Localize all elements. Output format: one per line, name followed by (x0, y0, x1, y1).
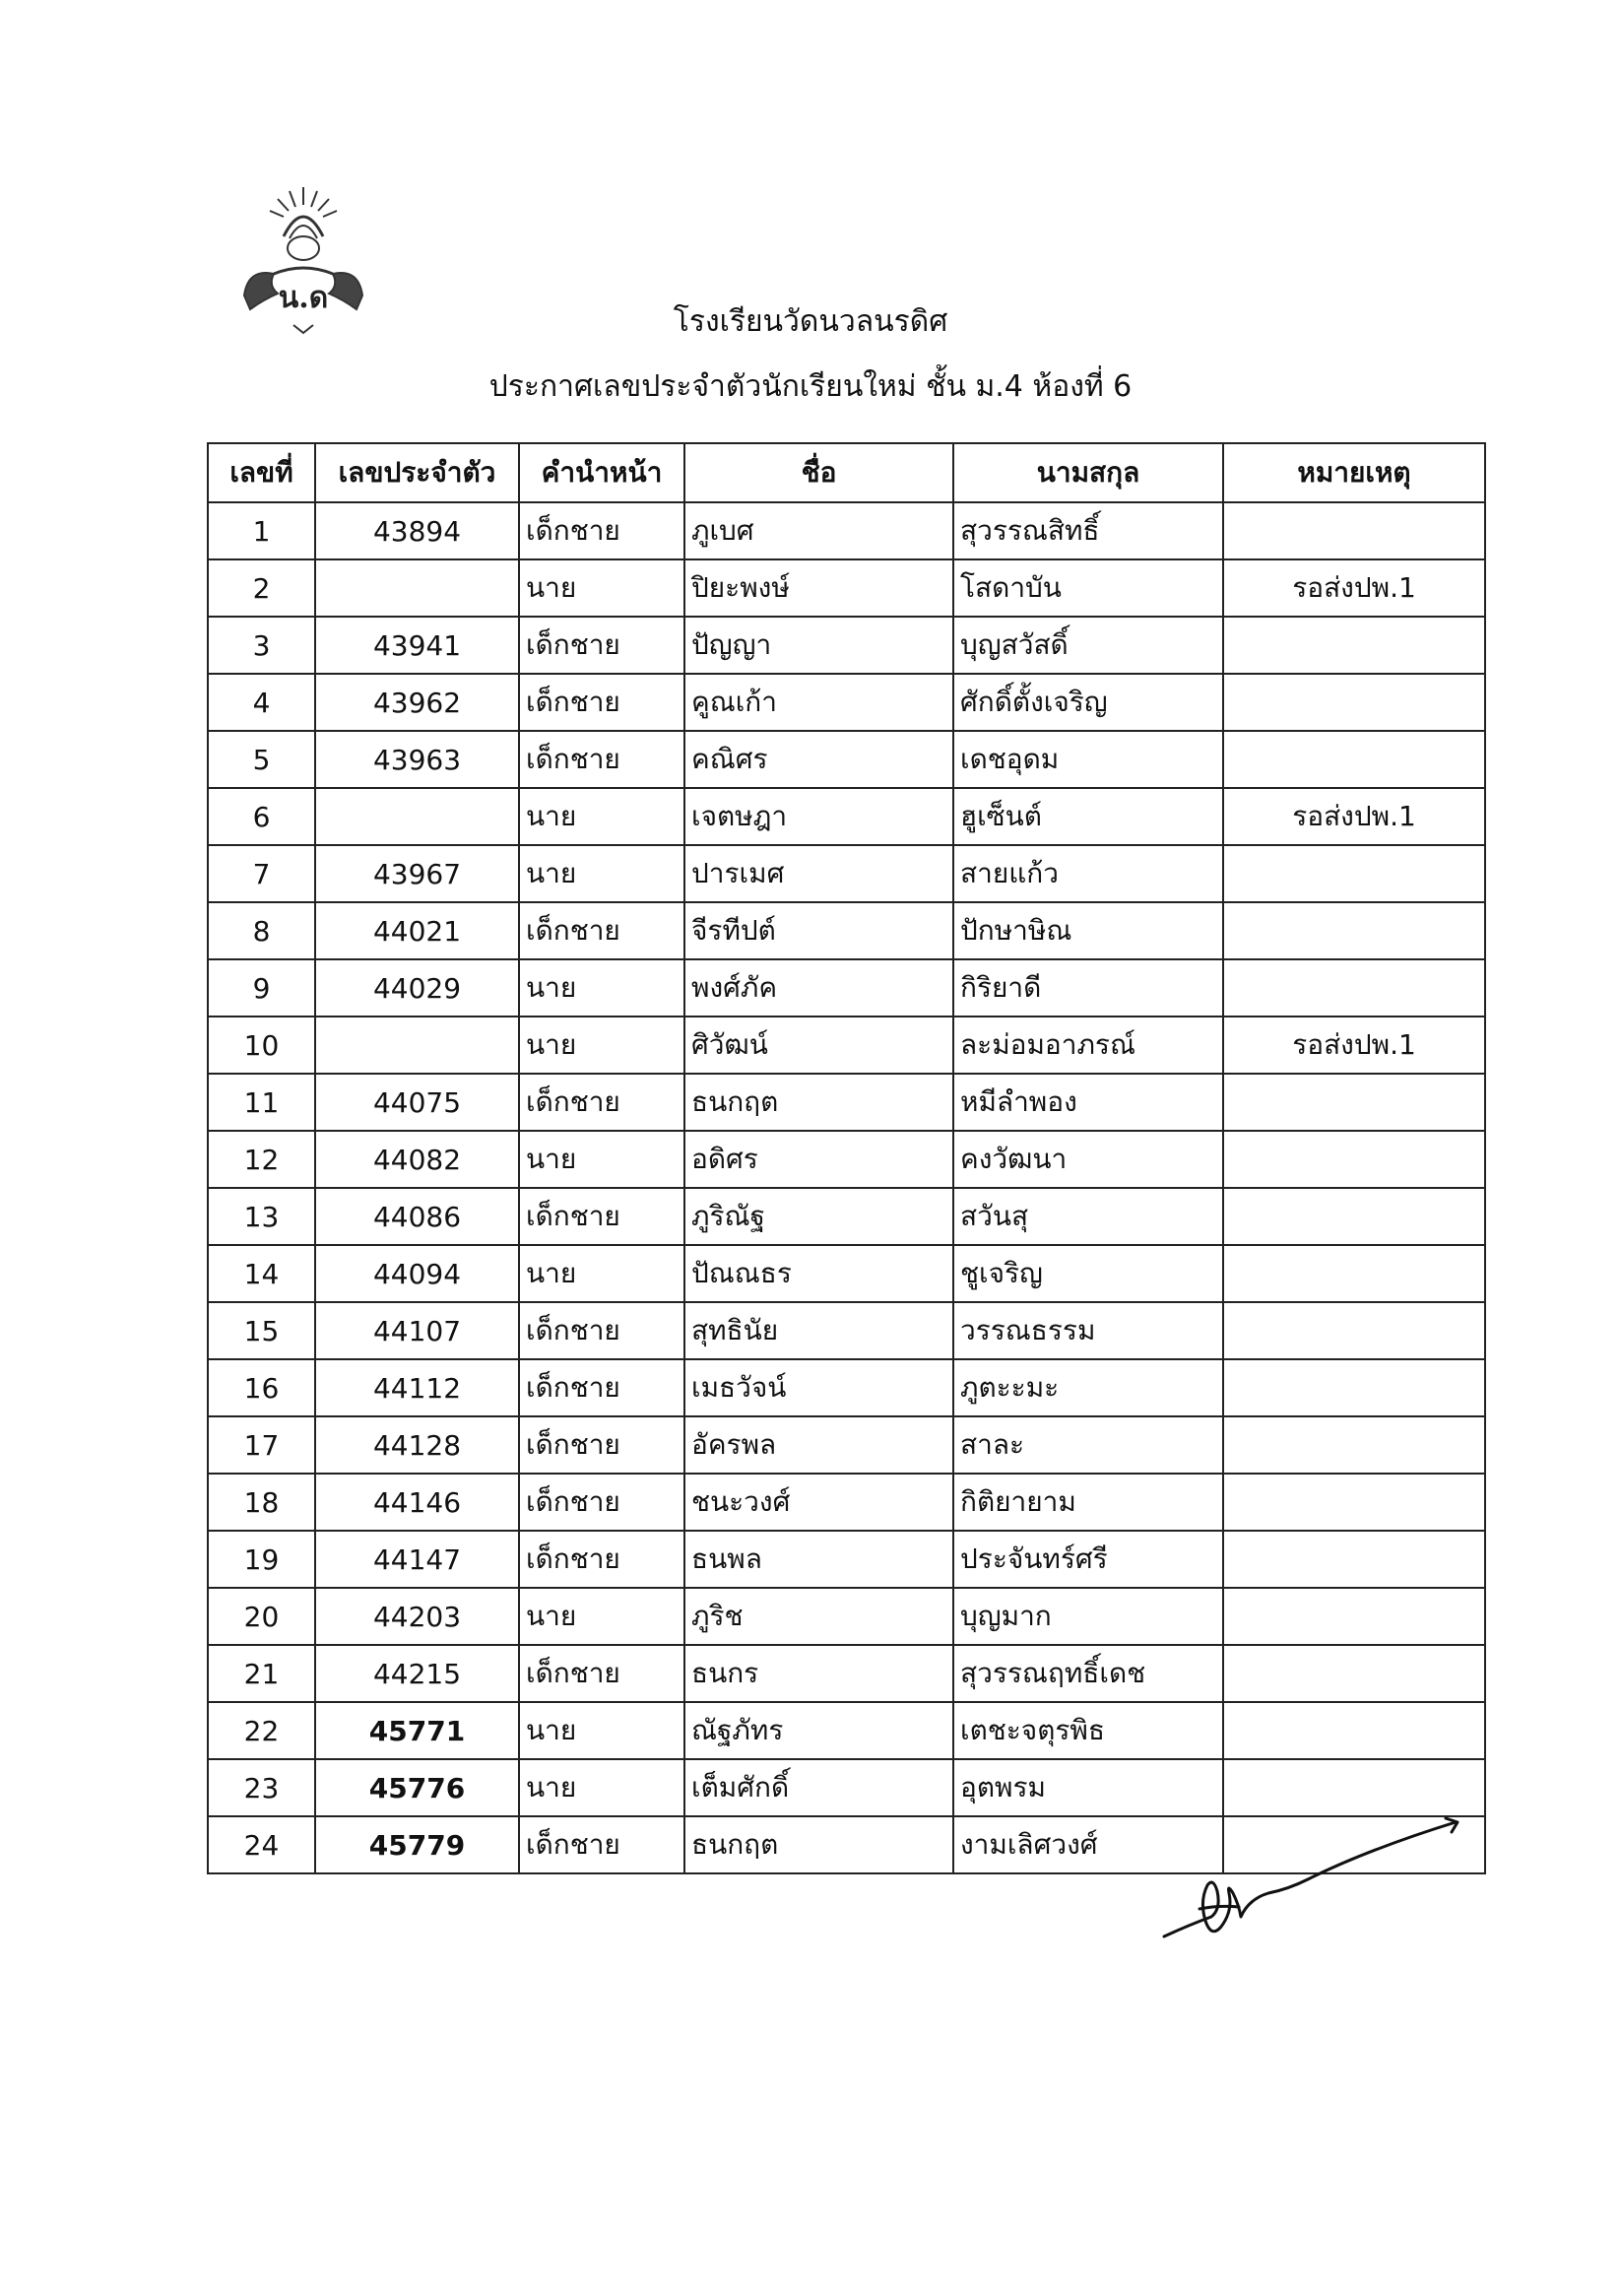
cell-no: 11 (208, 1074, 315, 1131)
cell-first-name: ชนะวงศ์ (684, 1474, 953, 1531)
cell-last-name: โสดาบัน (953, 559, 1223, 617)
cell-remark (1223, 902, 1485, 959)
cell-last-name: คงวัฒนา (953, 1131, 1223, 1188)
school-name: โรงเรียนวัดนวลนรดิศ (673, 304, 948, 339)
cell-no: 9 (208, 959, 315, 1017)
cell-student-id: 43894 (315, 502, 519, 559)
signature-image (1160, 1814, 1475, 1952)
cell-no: 22 (208, 1702, 315, 1759)
cell-last-name: สุวรรณฤทธิ์เดช (953, 1645, 1223, 1702)
cell-last-name: สาละ (953, 1416, 1223, 1474)
table-row (208, 1017, 1485, 1074)
cell-student-id (315, 559, 519, 617)
cell-remark (1223, 1416, 1485, 1474)
table-row (208, 1588, 1485, 1645)
announcement-title: ประกาศเลขประจำตัวนักเรียนใหม่ ชั้น ม.4 ห้องที่ 6 (488, 369, 1133, 404)
cell-student-id: 44147 (315, 1531, 519, 1588)
cell-last-name: สวันสุ (953, 1188, 1223, 1245)
cell-student-id: 43963 (315, 731, 519, 788)
cell-prefix: เด็กชาย (519, 1816, 684, 1873)
table-row (208, 1474, 1485, 1531)
cell-no: 20 (208, 1588, 315, 1645)
cell-last-name: อุตพรม (953, 1759, 1223, 1816)
cell-last-name: เตชะจตุรพิธ (953, 1702, 1223, 1759)
cell-prefix: เด็กชาย (519, 1359, 684, 1416)
cell-prefix: นาย (519, 788, 684, 845)
table-row (208, 845, 1485, 902)
cell-prefix: นาย (519, 1017, 684, 1074)
cell-no: 16 (208, 1359, 315, 1416)
cell-last-name: ปักษาษิณ (953, 902, 1223, 959)
cell-student-id: 44146 (315, 1474, 519, 1531)
cell-remark (1223, 1759, 1485, 1816)
cell-student-id: 45776 (315, 1759, 519, 1816)
cell-first-name: ปิยะพงษ์ (684, 559, 953, 617)
table-row (208, 1759, 1485, 1816)
cell-no: 3 (208, 617, 315, 674)
cell-no: 15 (208, 1302, 315, 1359)
table-row (208, 731, 1485, 788)
cell-prefix: เด็กชาย (519, 502, 684, 559)
cell-no: 12 (208, 1131, 315, 1188)
cell-last-name: สุวรรณสิทธิ์ (953, 502, 1223, 559)
cell-last-name: กิริยาดี (953, 959, 1223, 1017)
cell-first-name: ปัณณธร (684, 1245, 953, 1302)
cell-first-name: ปารเมศ (684, 845, 953, 902)
cell-first-name: อัครพล (684, 1416, 953, 1474)
cell-prefix: นาย (519, 559, 684, 617)
cell-remark (1223, 1245, 1485, 1302)
cell-last-name: เดชอุดม (953, 731, 1223, 788)
cell-last-name: งามเลิศวงศ์ (953, 1816, 1223, 1873)
table-row (208, 1359, 1485, 1416)
cell-last-name: ภูตะะมะ (953, 1359, 1223, 1416)
cell-student-id: 44128 (315, 1416, 519, 1474)
column-header-first-name: ชื่อ (684, 443, 953, 502)
cell-first-name: ธนกฤต (684, 1074, 953, 1131)
cell-remark: รอส่งปพ.1 (1223, 1017, 1485, 1074)
cell-prefix: เด็กชาย (519, 1074, 684, 1131)
cell-remark (1223, 959, 1485, 1017)
cell-first-name: เต็มศักดิ์ (684, 1759, 953, 1816)
column-header-remark: หมายเหตุ (1223, 443, 1485, 502)
cell-remark (1223, 502, 1485, 559)
cell-last-name: ละม่อมอาภรณ์ (953, 1017, 1223, 1074)
cell-prefix: นาย (519, 1131, 684, 1188)
table-row (208, 502, 1485, 559)
cell-student-id: 44107 (315, 1302, 519, 1359)
cell-prefix: เด็กชาย (519, 902, 684, 959)
table-row (208, 902, 1485, 959)
cell-last-name: ฮูเซ็นต์ (953, 788, 1223, 845)
cell-first-name: ภูริช (684, 1588, 953, 1645)
cell-first-name: ธนกร (684, 1645, 953, 1702)
cell-last-name: วรรณธรรม (953, 1302, 1223, 1359)
cell-first-name: ภูริณัฐ (684, 1188, 953, 1245)
column-header-last-name: นามสกุล (953, 443, 1223, 502)
table-row (208, 1302, 1485, 1359)
cell-remark (1223, 731, 1485, 788)
cell-student-id: 45771 (315, 1702, 519, 1759)
cell-no: 13 (208, 1188, 315, 1245)
cell-prefix: เด็กชาย (519, 1474, 684, 1531)
cell-last-name: บุญมาก (953, 1588, 1223, 1645)
cell-prefix: นาย (519, 959, 684, 1017)
cell-prefix: นาย (519, 1702, 684, 1759)
cell-no: 6 (208, 788, 315, 845)
table-row (208, 674, 1485, 731)
column-header-no: เลขที่ (208, 443, 315, 502)
cell-no: 21 (208, 1645, 315, 1702)
cell-last-name: ประจันทร์ศรี (953, 1531, 1223, 1588)
table-row (208, 1531, 1485, 1588)
cell-last-name: กิติยายาม (953, 1474, 1223, 1531)
cell-student-id: 44082 (315, 1131, 519, 1188)
column-header-prefix: คำนำหน้า (519, 443, 684, 502)
cell-remark (1223, 1531, 1485, 1588)
cell-remark (1223, 1645, 1485, 1702)
table-row (208, 788, 1485, 845)
cell-first-name: ณัฐภัทร (684, 1702, 953, 1759)
cell-prefix: เด็กชาย (519, 731, 684, 788)
cell-prefix: นาย (519, 1245, 684, 1302)
cell-student-id: 44094 (315, 1245, 519, 1302)
cell-remark: รอส่งปพ.1 (1223, 559, 1485, 617)
cell-first-name: คณิศร (684, 731, 953, 788)
cell-student-id: 43941 (315, 617, 519, 674)
cell-no: 10 (208, 1017, 315, 1074)
student-roster-table (207, 442, 1486, 1874)
cell-no: 24 (208, 1816, 315, 1873)
table-row (208, 617, 1485, 674)
cell-remark (1223, 1074, 1485, 1131)
cell-student-id: 44021 (315, 902, 519, 959)
table-row (208, 1645, 1485, 1702)
cell-no: 8 (208, 902, 315, 959)
cell-remark (1223, 1702, 1485, 1759)
cell-remark (1223, 845, 1485, 902)
cell-first-name: อดิศร (684, 1131, 953, 1188)
table-row (208, 1245, 1485, 1302)
cell-student-id: 43967 (315, 845, 519, 902)
cell-no: 5 (208, 731, 315, 788)
cell-prefix: นาย (519, 1588, 684, 1645)
cell-first-name: ธนกฤต (684, 1816, 953, 1873)
cell-remark (1223, 1302, 1485, 1359)
cell-prefix: เด็กชาย (519, 1531, 684, 1588)
cell-remark: รอส่งปพ.1 (1223, 788, 1485, 845)
cell-no: 1 (208, 502, 315, 559)
cell-first-name: จีรทีปต์ (684, 902, 953, 959)
cell-student-id: 44029 (315, 959, 519, 1017)
cell-student-id: 43962 (315, 674, 519, 731)
cell-remark (1223, 1188, 1485, 1245)
cell-student-id: 44075 (315, 1074, 519, 1131)
cell-prefix: เด็กชาย (519, 1416, 684, 1474)
cell-no: 2 (208, 559, 315, 617)
cell-last-name: สายแก้ว (953, 845, 1223, 902)
table-row (208, 1188, 1485, 1245)
emblem-lettering: น.ด (278, 281, 329, 315)
cell-prefix: นาย (519, 845, 684, 902)
cell-remark (1223, 617, 1485, 674)
cell-no: 23 (208, 1759, 315, 1816)
cell-first-name: ศิวัฒน์ (684, 1017, 953, 1074)
cell-first-name: พงศ์ภัค (684, 959, 953, 1017)
cell-first-name: สุทธินัย (684, 1302, 953, 1359)
cell-prefix: เด็กชาย (519, 674, 684, 731)
cell-first-name: ปัญญา (684, 617, 953, 674)
cell-first-name: เจตษฎา (684, 788, 953, 845)
cell-student-id: 44086 (315, 1188, 519, 1245)
cell-remark (1223, 1474, 1485, 1531)
table-row (208, 1702, 1485, 1759)
cell-no: 14 (208, 1245, 315, 1302)
cell-remark (1223, 674, 1485, 731)
cell-last-name: บุญสวัสดิ์ (953, 617, 1223, 674)
cell-student-id: 44203 (315, 1588, 519, 1645)
cell-first-name: คูณเก้า (684, 674, 953, 731)
table-row (208, 1131, 1485, 1188)
cell-student-id: 44112 (315, 1359, 519, 1416)
cell-no: 17 (208, 1416, 315, 1474)
cell-student-id (315, 788, 519, 845)
cell-last-name: ศักดิ์ตั้งเจริญ (953, 674, 1223, 731)
cell-no: 19 (208, 1531, 315, 1588)
cell-prefix: เด็กชาย (519, 1302, 684, 1359)
column-header-student-id: เลขประจำตัว (315, 443, 519, 502)
cell-first-name: ภูเบศ (684, 502, 953, 559)
cell-prefix: เด็กชาย (519, 1188, 684, 1245)
table-row (208, 959, 1485, 1017)
cell-no: 18 (208, 1474, 315, 1531)
cell-no: 4 (208, 674, 315, 731)
cell-last-name: ชูเจริญ (953, 1245, 1223, 1302)
cell-prefix: เด็กชาย (519, 1645, 684, 1702)
cell-student-id: 44215 (315, 1645, 519, 1702)
table-row (208, 1074, 1485, 1131)
table-row (208, 1416, 1485, 1474)
cell-remark (1223, 1359, 1485, 1416)
cell-no: 7 (208, 845, 315, 902)
cell-first-name: เมธวัจน์ (684, 1359, 953, 1416)
cell-prefix: นาย (519, 1759, 684, 1816)
cell-first-name: ธนพล (684, 1531, 953, 1588)
cell-remark (1223, 1131, 1485, 1188)
table-header-row (208, 443, 1485, 502)
cell-student-id (315, 1017, 519, 1074)
cell-last-name: หมีลำพอง (953, 1074, 1223, 1131)
cell-prefix: เด็กชาย (519, 617, 684, 674)
cell-student-id: 45779 (315, 1816, 519, 1873)
cell-remark (1223, 1588, 1485, 1645)
table-row (208, 559, 1485, 617)
